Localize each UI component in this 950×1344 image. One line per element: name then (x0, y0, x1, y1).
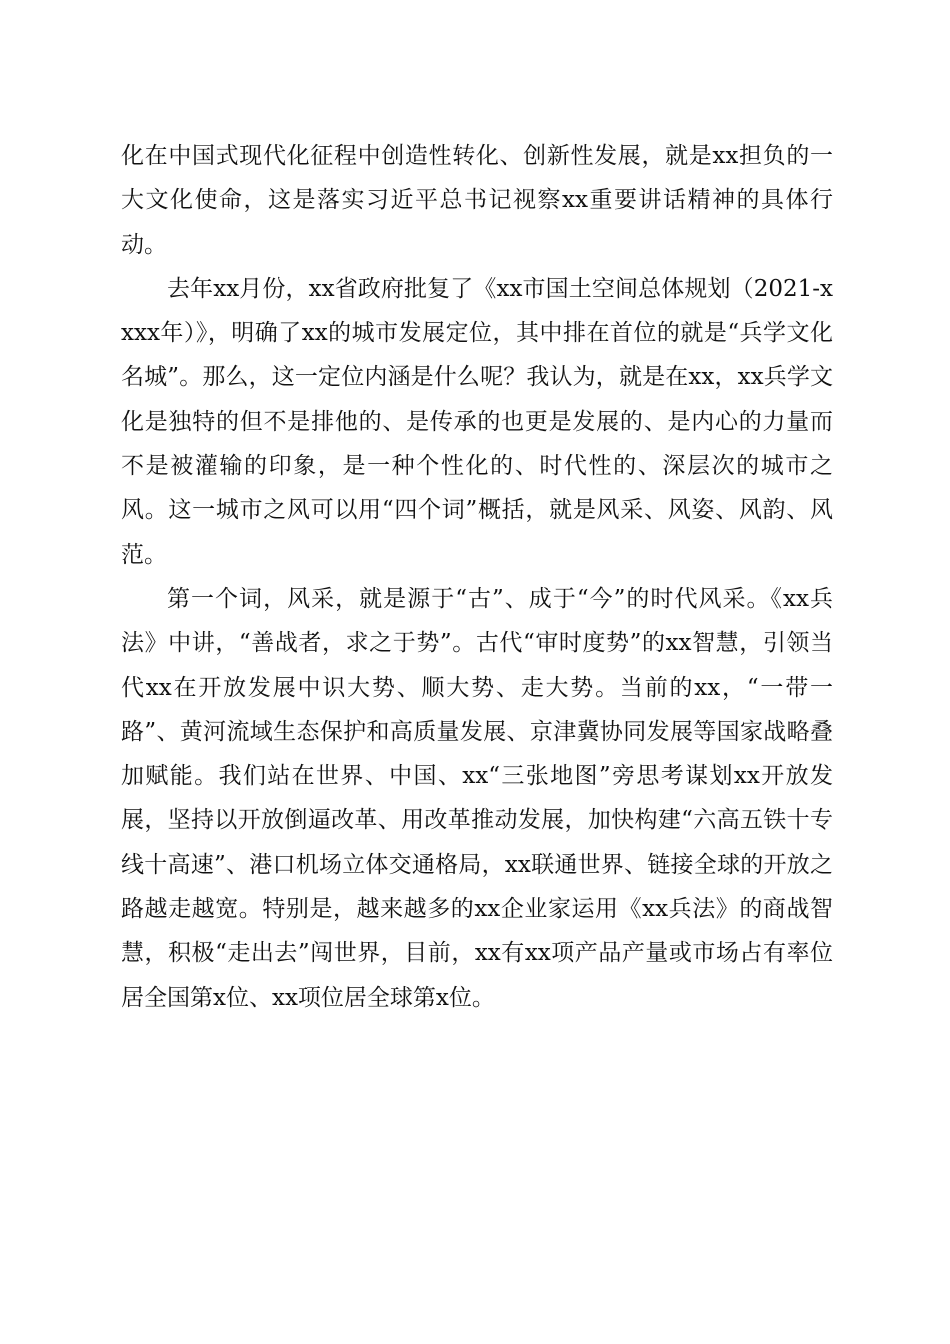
paragraph-city-positioning: 去年xx月份，xx省政府批复了《xx市国土空间总体规划（2021-xxxx年）》，明确了xx的城市发展定位，其中排在首位的就是“兵学文化名城”。那么，这一定位内涵是什么呢？我认为，就是在xx，xx兵学文化是独特的但不是排他的、是传承的也更是发展的、是内心的力量而不是被灌输的印象，是一种个性化的、时代性的、深层次的城市之风。这一城市之风可以用“四个词”概括，就是风采、风姿、风韵、风范。 (121, 275, 833, 568)
paragraph-first-word-fengcai: 第一个词，风采，就是源于“古”、成于“今”的时代风采。《xx兵法》中讲，“善战者，求之于势”。古代“审时度势”的xx智慧，引领当代xx在开放发展中识大势、顺大势、走大势。当前的xx，“一带一路”、黄河流域生态保护和高质量发展、京津冀协同发展等国家战略叠加赋能。我们站在世界、中国、xx“三张地图”旁思考谋划xx开放发展，坚持以开放倒逼改革、用改革推动发展，加快构建“六高五铁十专线十高速”、港口机场立体交通格局，xx联通世界、链接全球的开放之路越走越宽。特别是，越来越多的xx企业家运用《xx兵法》的商战智慧，积极“走出去”闯世界，目前，xx有xx项产品产量或市场占有率位居全国第x位、xx项位居全球第x位。 (121, 585, 833, 1011)
paragraph-continued: 化在中国式现代化征程中创造性转化、创新性发展，就是xx担负的一大文化使命，这是落实习近平总书记视察xx重要讲话精神的具体行动。 (121, 143, 833, 258)
body-text (121, 134, 833, 1020)
